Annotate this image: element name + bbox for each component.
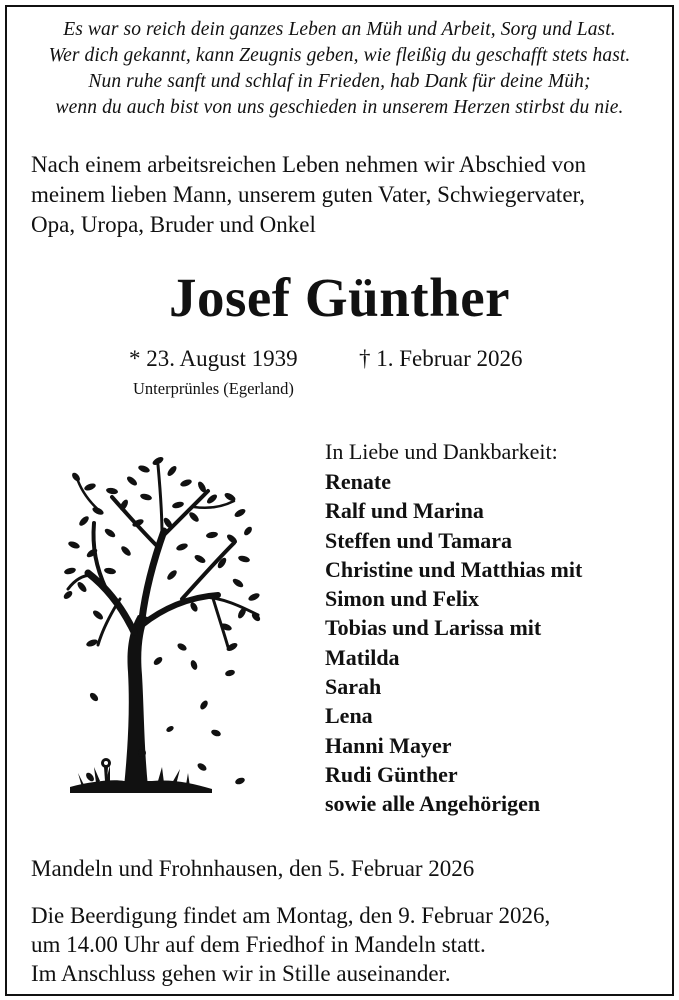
mourner-name: Steffen und Tamara: [325, 527, 513, 553]
mourners: [325, 437, 670, 819]
funeral-line: um 14.00 Uhr auf dem Friedhof in Mandeln statt.: [31, 932, 486, 957]
place-and-date: Mandeln und Frohnhausen, den 5. Februar 2026: [31, 856, 475, 881]
mourner-name: Simon und Felix: [325, 586, 480, 612]
obituary-notice: [5, 5, 674, 996]
mourner-name: Matilda: [325, 644, 400, 670]
poem-line: wenn du auch bist von uns geschieden in unserem Herzen stirbst du nie.: [55, 97, 624, 118]
mourner-name: Renate: [325, 469, 391, 494]
mourner-name: Sarah: [325, 674, 382, 700]
mourners-list: [325, 467, 670, 819]
mourner-name: Ralf und Marina: [325, 498, 484, 524]
mourner-name: Christine und Matthias mit: [325, 556, 583, 582]
funeral-info: [31, 901, 550, 988]
mourner-name: Tobias und Larissa mit: [325, 615, 542, 641]
birthplace: Unterprünles (Egerland): [133, 379, 294, 398]
birth-date: * 23. August 1939: [129, 346, 298, 371]
intro-line: Nach einem arbeitsreichen Leben nehmen wir Abschied von: [31, 152, 586, 177]
intro-line: meinem lieben Mann, unserem guten Vater, Schwiegervater,: [31, 182, 586, 207]
deceased-name: Josef Günther: [168, 267, 511, 328]
poem-line: Nun ruhe sanft und schlaf in Frieden, hab Dank für deine Müh;: [88, 71, 591, 92]
poem-line: Es war so reich dein ganzes Leben an Müh und Arbeit, Sorg und Last.: [63, 19, 616, 40]
intro-text: [31, 150, 661, 240]
funeral-line: Die Beerdigung findet am Montag, den 9. Februar 2026,: [31, 903, 551, 928]
funeral-line: Im Anschluss gehen wir in Stille auseinander.: [31, 961, 451, 986]
tree-with-falling-leaves-icon: [62, 447, 262, 802]
poem: [7, 17, 672, 121]
intro-line: Opa, Uropa, Bruder und Onkel: [31, 212, 316, 237]
poem-line: Wer dich gekannt, kann Zeugnis geben, wie fleißig du geschafft stets hast.: [48, 45, 631, 66]
death-date: † 1. Februar 2026: [359, 346, 523, 371]
mourner-name: Hanni Mayer: [325, 732, 452, 758]
mourner-name: Lena: [325, 703, 373, 729]
mourner-name: Rudi Günther: [325, 761, 458, 787]
mourner-name: sowie alle Angehörigen: [325, 791, 541, 817]
mourners-heading: In Liebe und Dankbarkeit:: [325, 439, 558, 464]
